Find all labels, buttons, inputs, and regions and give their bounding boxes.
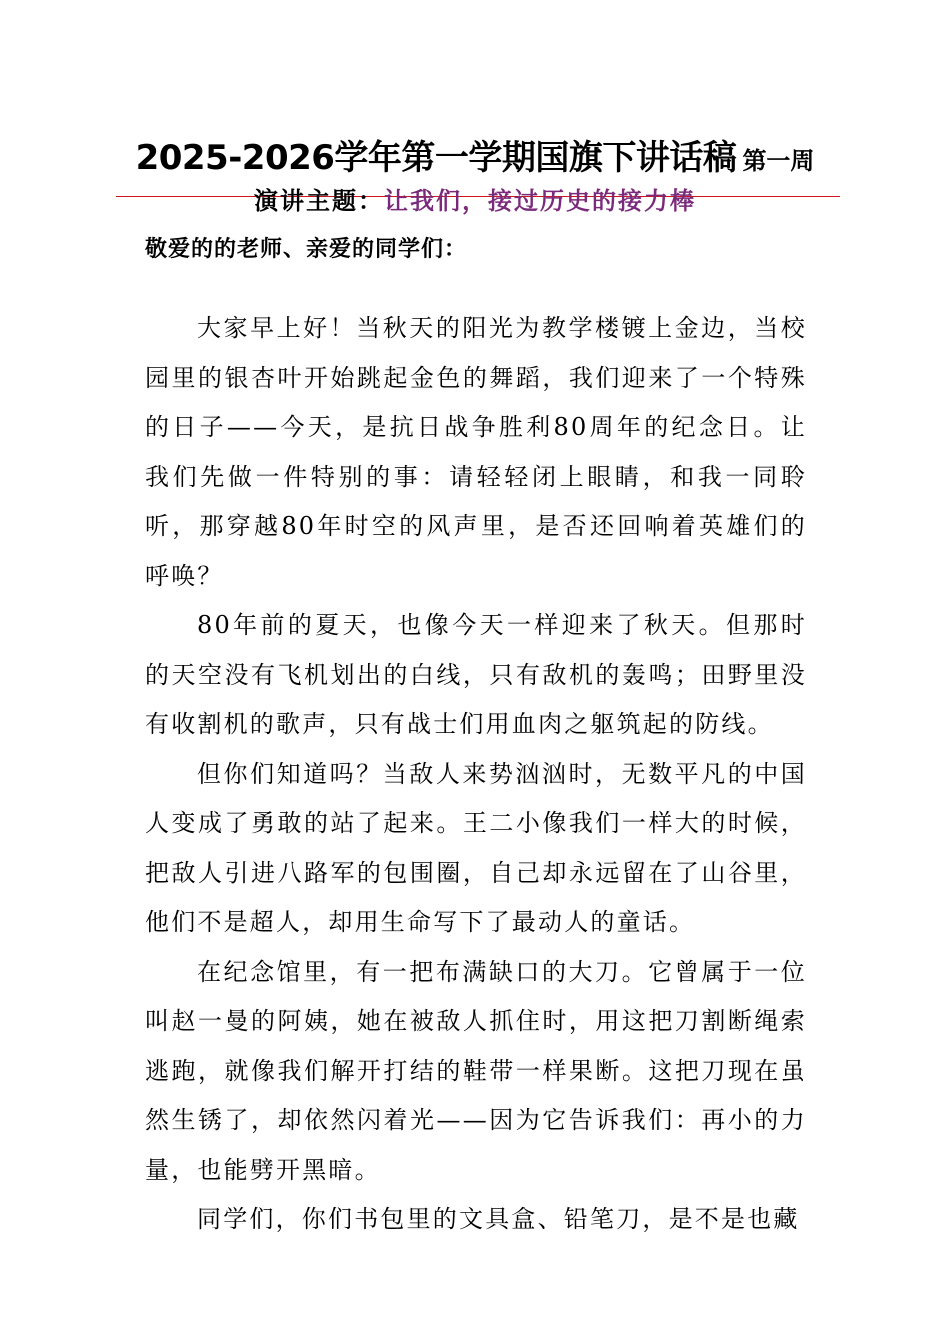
paragraph: 但你们知道吗？当敌人来势汹汹时，无数平凡的中国人变成了勇敢的站了起来。王二小像我们一样大的时候，把敌人引进八路军的包围圈，自己却永远留在了山谷里，他们不是超人，却用生命写下了最动人的童话。 [145, 759, 807, 936]
paragraph: 80年前的夏天，也像今天一样迎来了秋天。但那时的天空没有飞机划出的白线，只有敌机的轰鸣；田野里没有收割机的歌声，只有战士们用血肉之躯筑起的防线。 [145, 611, 807, 738]
speech-body [145, 304, 807, 1245]
week-label: 第一周 [742, 147, 815, 175]
paragraph: 大家早上好！当秋天的阳光为教学楼镀上金边，当校园里的银杏叶开始跳起金色的舞蹈，我们迎来了一个特殊的日子——今天，是抗日战争胜利80周年的纪念日。让我们先做一件特别的事：请轻轻闭上眼睛，和我一同聆听，那穿越80年时空的风声里，是否还回响着英雄们的呼唤？ [145, 314, 807, 590]
paragraph: 同学们，你们书包里的文具盒、铅笔刀，是不是也藏 [197, 1205, 800, 1233]
paragraph: 在纪念馆里，有一把布满缺口的大刀。它曾属于一位叫赵一曼的阿姨，她在被敌人抓住时，用这把刀割断绳索逃跑，就像我们解开打结的鞋带一样果断。这把刀现在虽然生锈了，却依然闪着光——因为它告诉我们：再小的力量，也能劈开黑暗。 [145, 957, 807, 1184]
topic-text: 让我们，接过历史的接力棒 [384, 186, 696, 215]
speech-topic [0, 181, 950, 216]
page-title [0, 130, 950, 179]
title-text: 2025-2026学年第一学期国旗下讲话稿 [135, 138, 737, 178]
topic-label: 演讲主题： [254, 186, 384, 215]
greeting: 敬爱的的老师、亲爱的同学们： [145, 237, 468, 262]
